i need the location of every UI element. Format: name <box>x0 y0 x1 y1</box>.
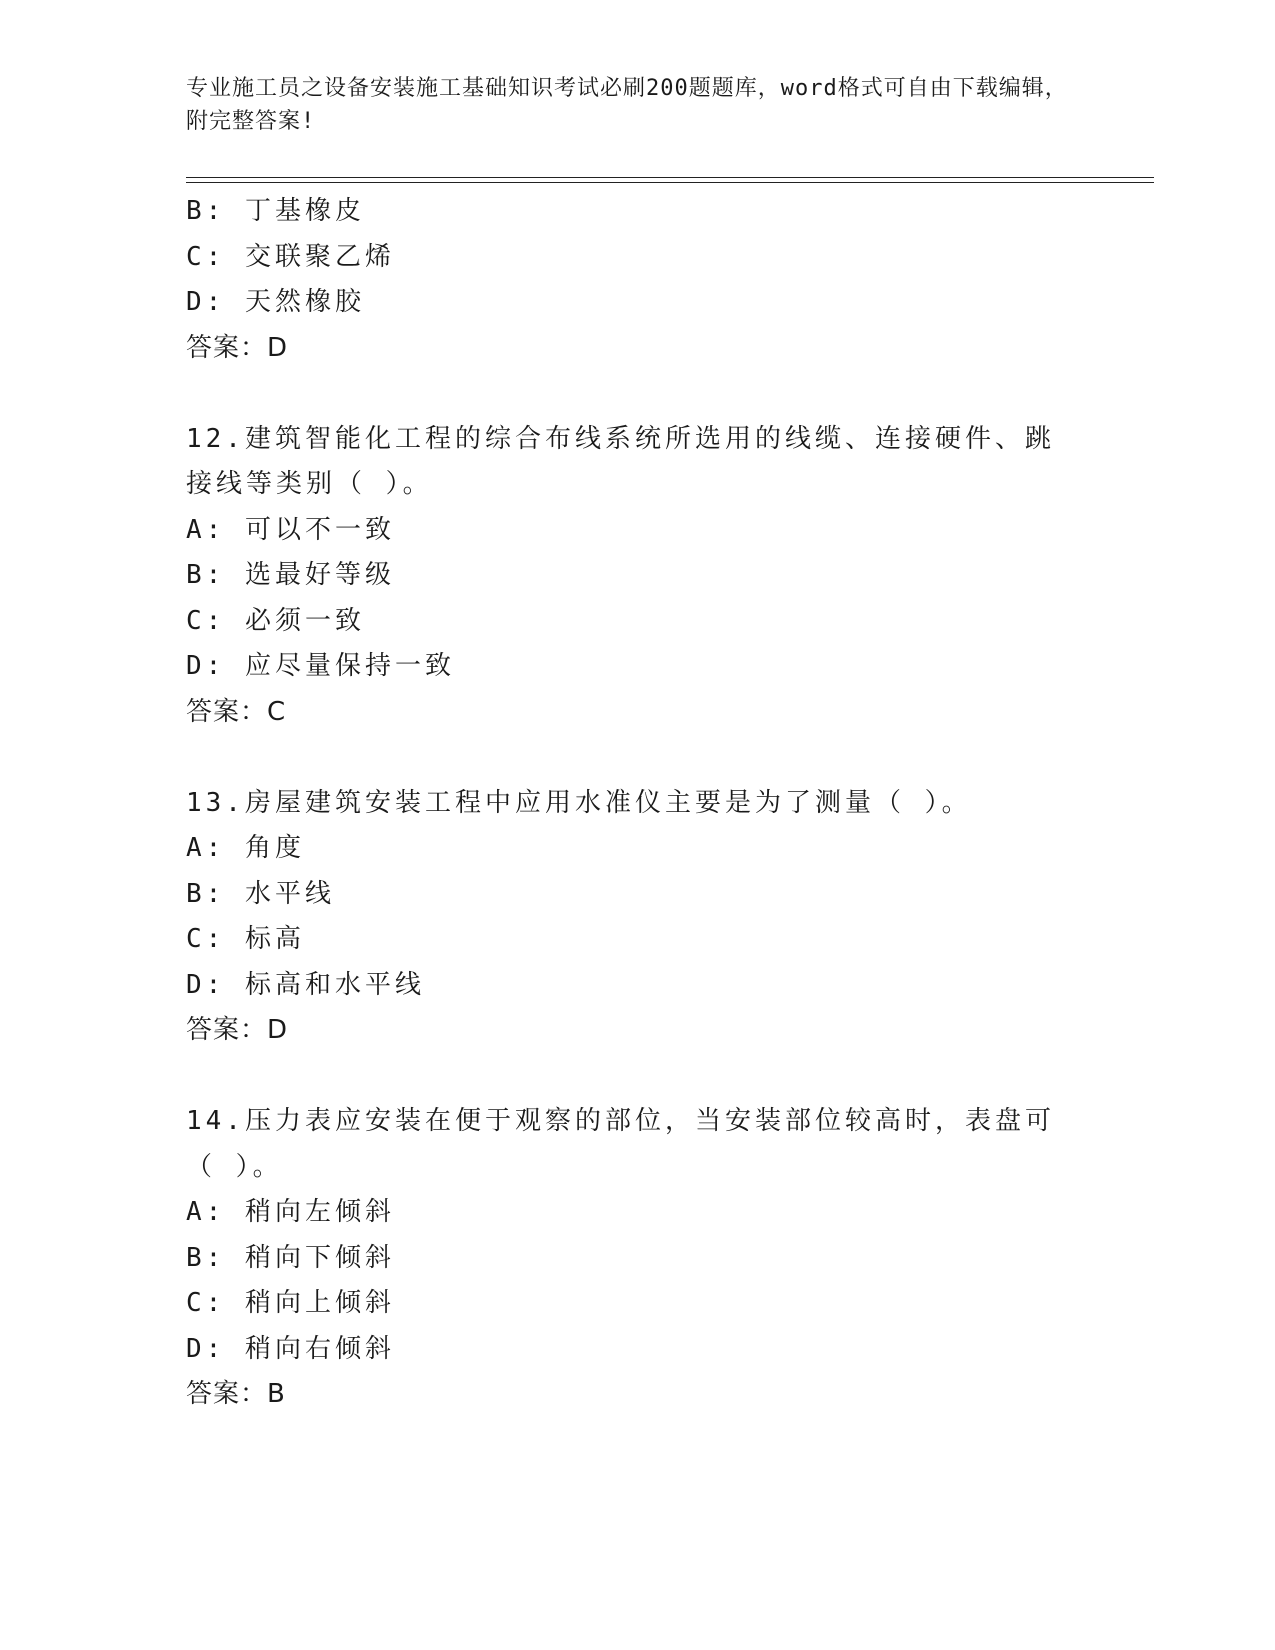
answer-label: 答案：B <box>186 1379 286 1409</box>
answer-label: 答案：C <box>186 696 287 727</box>
header-divider <box>186 182 1154 183</box>
option-b: B: 稍向下倾斜 <box>186 1242 395 1273</box>
prev-question-block <box>186 189 1086 371</box>
question-stem: 13.房屋建筑安装工程中应用水准仪主要是为了测量（ ）。 <box>186 787 972 818</box>
option-d: D: 稍向右倾斜 <box>186 1333 395 1364</box>
question-block <box>186 781 1086 1054</box>
header-divider <box>186 177 1154 178</box>
option-b: B: 选最好等级 <box>186 560 395 590</box>
option-c: C: 稍向上倾斜 <box>186 1288 395 1318</box>
question-block <box>186 1099 1086 1418</box>
question-stem: 12.建筑智能化工程的综合布线系统所选用的线缆、连接硬件、跳接线等类别（ ）。 <box>186 423 1055 499</box>
option-c: C: 标高 <box>186 924 305 954</box>
spacer <box>186 371 1086 417</box>
question-list <box>186 189 1086 1418</box>
option-d: D: 应尽量保持一致 <box>186 651 455 681</box>
option-d: D: 天然橡胶 <box>186 287 365 317</box>
question-block <box>186 417 1086 736</box>
question-stem: 14.压力表应安装在便于观察的部位，当安装部位较高时，表盘可（ ）。 <box>186 1106 1055 1182</box>
answer-label: 答案：D <box>186 332 289 363</box>
option-b: B: 丁基橡皮 <box>186 196 365 226</box>
document-title: 专业施工员之设备安装施工基础知识考试必刷200题题库，word格式可自由下载编辑，附完整答案! <box>186 76 1068 134</box>
spacer <box>186 735 1086 781</box>
spacer <box>186 1054 1086 1100</box>
option-c: C: 交联聚乙烯 <box>186 241 395 272</box>
option-b: B: 水平线 <box>186 878 335 909</box>
option-d: D: 标高和水平线 <box>186 969 425 1000</box>
option-a: A: 可以不一致 <box>186 514 395 545</box>
option-a: A: 角度 <box>186 833 305 863</box>
option-a: A: 稍向左倾斜 <box>186 1197 395 1227</box>
option-c: C: 必须一致 <box>186 605 365 636</box>
answer-label: 答案：D <box>186 1015 289 1045</box>
